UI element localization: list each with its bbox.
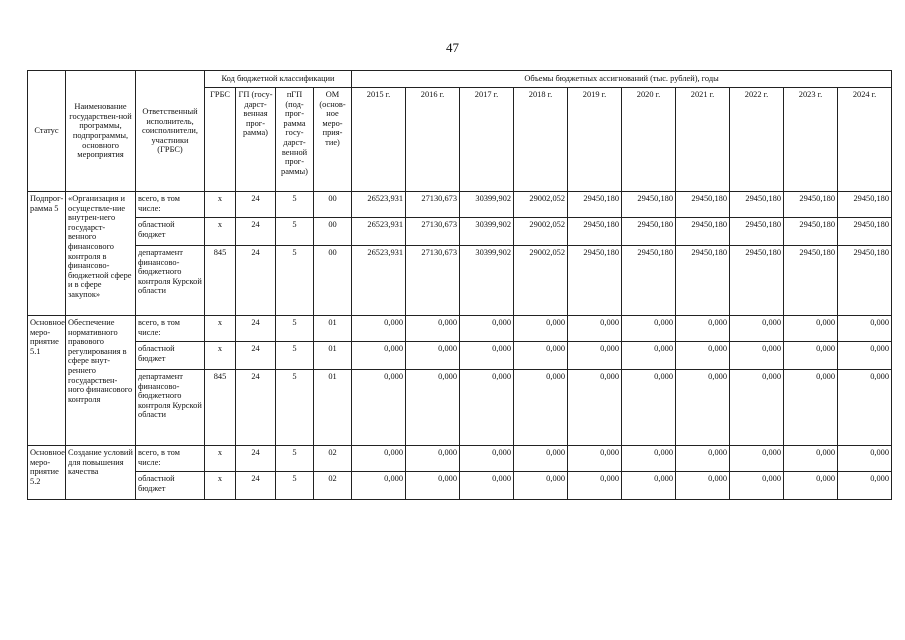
value-cell: 0,000 bbox=[730, 370, 784, 446]
gp-cell: 24 bbox=[236, 472, 276, 500]
om-cell: 01 bbox=[314, 342, 352, 370]
header-om: ОМ (основ-ное меро-прия-тие) bbox=[314, 88, 352, 192]
responsible-cell: всего, в том числе: bbox=[136, 446, 205, 472]
responsible-cell: областной бюджет bbox=[136, 342, 205, 370]
header-year: 2021 г. bbox=[676, 88, 730, 192]
value-cell: 0,000 bbox=[784, 342, 838, 370]
value-cell: 0,000 bbox=[622, 370, 676, 446]
value-cell: 27130,673 bbox=[406, 218, 460, 246]
header-year: 2016 г. bbox=[406, 88, 460, 192]
value-cell: 0,000 bbox=[406, 370, 460, 446]
value-cell: 29450,180 bbox=[784, 218, 838, 246]
om-cell: 00 bbox=[314, 192, 352, 218]
table-row bbox=[28, 446, 892, 472]
value-cell: 0,000 bbox=[784, 370, 838, 446]
group-name-cell: «Организация и осуществле-ние внутрен-него государст-венного финансового контроля в финансово-бюджетной сфере и в сфере закупок» bbox=[66, 192, 136, 316]
responsible-cell: всего, в том числе: bbox=[136, 192, 205, 218]
value-cell: 0,000 bbox=[730, 342, 784, 370]
header-year: 2022 г. bbox=[730, 88, 784, 192]
value-cell: 26523,931 bbox=[352, 246, 406, 316]
gp-cell: 24 bbox=[236, 446, 276, 472]
pgp-cell: 5 bbox=[276, 472, 314, 500]
value-cell: 0,000 bbox=[460, 370, 514, 446]
value-cell: 0,000 bbox=[460, 316, 514, 342]
value-cell: 0,000 bbox=[352, 342, 406, 370]
value-cell: 29002,052 bbox=[514, 246, 568, 316]
gp-cell: 24 bbox=[236, 246, 276, 316]
pgp-cell: 5 bbox=[276, 316, 314, 342]
value-cell: 0,000 bbox=[352, 316, 406, 342]
table-row bbox=[28, 246, 892, 316]
value-cell: 29450,180 bbox=[838, 246, 892, 316]
value-cell: 0,000 bbox=[406, 316, 460, 342]
header-year: 2023 г. bbox=[784, 88, 838, 192]
grbs-cell: х bbox=[205, 316, 236, 342]
value-cell: 0,000 bbox=[352, 472, 406, 500]
value-cell: 0,000 bbox=[406, 472, 460, 500]
value-cell: 29450,180 bbox=[568, 246, 622, 316]
value-cell: 29450,180 bbox=[676, 192, 730, 218]
group-name-cell: Обеспечение нормативного правового регулирования в сфере внут-реннего государствен-ного финансового контроля bbox=[66, 316, 136, 446]
group-status-cell: Основное меро-приятие 5.1 bbox=[28, 316, 66, 446]
header-status: Статус bbox=[28, 71, 66, 192]
gp-cell: 24 bbox=[236, 192, 276, 218]
table-row bbox=[28, 192, 892, 218]
pgp-cell: 5 bbox=[276, 192, 314, 218]
value-cell: 0,000 bbox=[730, 316, 784, 342]
grbs-cell: х bbox=[205, 446, 236, 472]
value-cell: 0,000 bbox=[622, 446, 676, 472]
value-cell: 0,000 bbox=[784, 316, 838, 342]
grbs-cell: х bbox=[205, 472, 236, 500]
value-cell: 0,000 bbox=[514, 342, 568, 370]
value-cell: 30399,902 bbox=[460, 192, 514, 218]
value-cell: 0,000 bbox=[514, 472, 568, 500]
om-cell: 02 bbox=[314, 446, 352, 472]
group-name-cell: Создание условий для повышения качества bbox=[66, 446, 136, 500]
value-cell: 0,000 bbox=[622, 342, 676, 370]
value-cell: 0,000 bbox=[460, 446, 514, 472]
gp-cell: 24 bbox=[236, 370, 276, 446]
value-cell: 0,000 bbox=[838, 370, 892, 446]
value-cell: 0,000 bbox=[352, 446, 406, 472]
header-year: 2017 г. bbox=[460, 88, 514, 192]
value-cell: 26523,931 bbox=[352, 218, 406, 246]
value-cell: 0,000 bbox=[568, 472, 622, 500]
value-cell: 0,000 bbox=[676, 472, 730, 500]
value-cell: 0,000 bbox=[676, 446, 730, 472]
value-cell: 29450,180 bbox=[730, 218, 784, 246]
pgp-cell: 5 bbox=[276, 342, 314, 370]
value-cell: 0,000 bbox=[730, 446, 784, 472]
value-cell: 0,000 bbox=[676, 370, 730, 446]
header-responsible: Ответственный исполнитель, соисполнители, участники (ГРБС) bbox=[136, 71, 205, 192]
value-cell: 0,000 bbox=[514, 370, 568, 446]
value-cell: 29002,052 bbox=[514, 192, 568, 218]
value-cell: 0,000 bbox=[622, 472, 676, 500]
responsible-cell: всего, в том числе: bbox=[136, 316, 205, 342]
header-pgp: пГП (под-прог-рамма госу-дарст-венной прог-раммы) bbox=[276, 88, 314, 192]
value-cell: 0,000 bbox=[838, 316, 892, 342]
table-row bbox=[28, 472, 892, 500]
value-cell: 0,000 bbox=[676, 342, 730, 370]
value-cell: 29450,180 bbox=[730, 192, 784, 218]
value-cell: 29450,180 bbox=[676, 246, 730, 316]
value-cell: 27130,673 bbox=[406, 192, 460, 218]
value-cell: 29450,180 bbox=[568, 192, 622, 218]
value-cell: 0,000 bbox=[568, 370, 622, 446]
value-cell: 26523,931 bbox=[352, 192, 406, 218]
header-year: 2015 г. bbox=[352, 88, 406, 192]
group-status-cell: Подпрог-рамма 5 bbox=[28, 192, 66, 316]
value-cell: 29450,180 bbox=[730, 246, 784, 316]
value-cell: 0,000 bbox=[784, 446, 838, 472]
pgp-cell: 5 bbox=[276, 218, 314, 246]
om-cell: 00 bbox=[314, 246, 352, 316]
value-cell: 0,000 bbox=[460, 342, 514, 370]
gp-cell: 24 bbox=[236, 342, 276, 370]
header-name: Наименование государствен-ной программы, подпрограммы, основного мероприятия bbox=[66, 71, 136, 192]
value-cell: 0,000 bbox=[514, 316, 568, 342]
header-code-group: Код бюджетной классификации bbox=[205, 71, 352, 88]
value-cell: 0,000 bbox=[352, 370, 406, 446]
grbs-cell: 845 bbox=[205, 246, 236, 316]
responsible-cell: областной бюджет bbox=[136, 218, 205, 246]
grbs-cell: х bbox=[205, 192, 236, 218]
value-cell: 27130,673 bbox=[406, 246, 460, 316]
responsible-cell: департамент финансово-бюджетного контроля Курской области bbox=[136, 370, 205, 446]
value-cell: 0,000 bbox=[568, 342, 622, 370]
responsible-cell: департамент финансово-бюджетного контроля Курской области bbox=[136, 246, 205, 316]
header-volumes-group: Объемы бюджетных ассигнований (тыс. рублей), годы bbox=[352, 71, 892, 88]
value-cell: 29450,180 bbox=[838, 218, 892, 246]
value-cell: 29450,180 bbox=[622, 192, 676, 218]
value-cell: 0,000 bbox=[622, 316, 676, 342]
table-row bbox=[28, 218, 892, 246]
value-cell: 0,000 bbox=[730, 472, 784, 500]
om-cell: 00 bbox=[314, 218, 352, 246]
responsible-cell: областной бюджет bbox=[136, 472, 205, 500]
om-cell: 01 bbox=[314, 370, 352, 446]
om-cell: 02 bbox=[314, 472, 352, 500]
grbs-cell: 845 bbox=[205, 370, 236, 446]
value-cell: 29450,180 bbox=[838, 192, 892, 218]
header-year: 2020 г. bbox=[622, 88, 676, 192]
group-status-cell: Основное меро-приятие 5.2 bbox=[28, 446, 66, 500]
value-cell: 0,000 bbox=[784, 472, 838, 500]
table-row bbox=[28, 342, 892, 370]
budget-table bbox=[27, 70, 892, 500]
value-cell: 29450,180 bbox=[568, 218, 622, 246]
header-year: 2019 г. bbox=[568, 88, 622, 192]
value-cell: 0,000 bbox=[568, 316, 622, 342]
value-cell: 29450,180 bbox=[622, 246, 676, 316]
value-cell: 30399,902 bbox=[460, 218, 514, 246]
pgp-cell: 5 bbox=[276, 370, 314, 446]
gp-cell: 24 bbox=[236, 316, 276, 342]
value-cell: 29450,180 bbox=[622, 218, 676, 246]
pgp-cell: 5 bbox=[276, 246, 314, 316]
om-cell: 01 bbox=[314, 316, 352, 342]
value-cell: 0,000 bbox=[676, 316, 730, 342]
header-year: 2018 г. bbox=[514, 88, 568, 192]
value-cell: 0,000 bbox=[514, 446, 568, 472]
pgp-cell: 5 bbox=[276, 446, 314, 472]
value-cell: 0,000 bbox=[406, 446, 460, 472]
value-cell: 29450,180 bbox=[676, 218, 730, 246]
grbs-cell: х bbox=[205, 342, 236, 370]
header-gp: ГП (госу-дарст-венная прог-рамма) bbox=[236, 88, 276, 192]
table-header bbox=[28, 71, 892, 192]
value-cell: 0,000 bbox=[406, 342, 460, 370]
value-cell: 29002,052 bbox=[514, 218, 568, 246]
gp-cell: 24 bbox=[236, 218, 276, 246]
value-cell: 0,000 bbox=[568, 446, 622, 472]
value-cell: 29450,180 bbox=[784, 192, 838, 218]
value-cell: 0,000 bbox=[838, 472, 892, 500]
header-year: 2024 г. bbox=[838, 88, 892, 192]
table-row bbox=[28, 316, 892, 342]
value-cell: 0,000 bbox=[460, 472, 514, 500]
grbs-cell: х bbox=[205, 218, 236, 246]
value-cell: 29450,180 bbox=[784, 246, 838, 316]
header-grbs: ГРБС bbox=[205, 88, 236, 192]
value-cell: 0,000 bbox=[838, 446, 892, 472]
table-body bbox=[28, 192, 892, 500]
page-number: 47 bbox=[446, 40, 459, 55]
value-cell: 0,000 bbox=[838, 342, 892, 370]
value-cell: 30399,902 bbox=[460, 246, 514, 316]
table-row bbox=[28, 370, 892, 446]
